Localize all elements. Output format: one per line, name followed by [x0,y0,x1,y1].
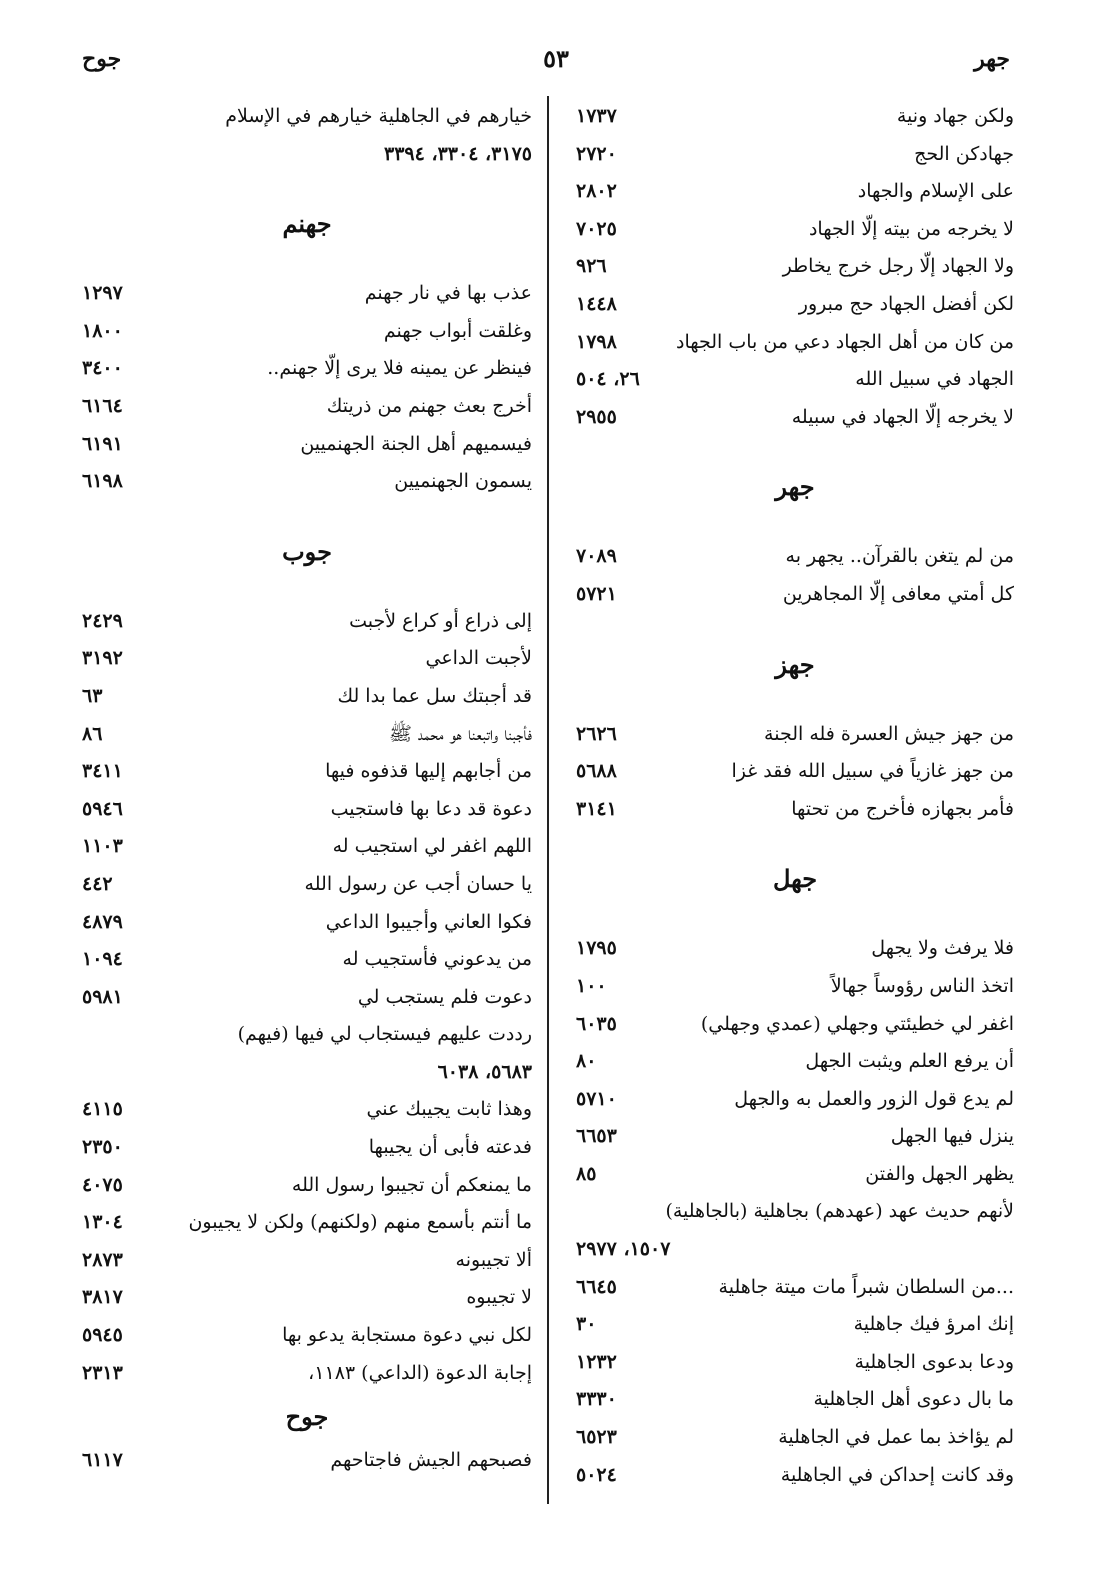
reference-number: ٤٠٧٥ [82,1173,123,1196]
index-entry [82,791,532,829]
index-entry [82,941,532,979]
entry-phrase: دعوت فلم يستجب لي [357,985,532,1008]
index-entry [576,1344,1014,1382]
entry-phrase: من يدعوني فأستجيب له [342,948,532,971]
entry-phrase: فأمر بجهازه فأخرج من تحتها [791,797,1014,820]
reference-number: ١٠٩٤ [82,948,123,971]
reference-number: ٢٧٢٠ [576,142,617,165]
spacer [82,173,532,199]
reference-number: ٨٦ [82,722,103,745]
reference-number: ١٧٩٥ [576,937,617,960]
reference-number: ٧٠٨٩ [576,545,617,568]
entry-phrase: إنك امرؤ فيك جاهلية [853,1313,1014,1336]
reference-number: ٢٩٥٥ [576,405,617,428]
running-header-right: جهر [974,46,1010,72]
reference-number: ٣١٩٢ [82,647,123,670]
entry-phrase: ما يمنعكم أن تجيبوا رسول الله [291,1173,532,1196]
index-entry [576,1081,1014,1119]
index-entry [82,640,532,678]
entry-phrase: من جهز غازياً في سبيل الله فقد غزا [731,760,1014,783]
entry-phrase: كل أمتي معافى إلّا المجاهرين [782,582,1014,605]
reference-number: ٥٧١٠ [576,1087,617,1110]
index-entry [82,828,532,866]
entry-phrase: من أجابهم إليها قذفوه فيها [325,760,532,783]
entry-phrase: ولكن جهاد ونية [896,105,1014,127]
entry-phrase: ولا الجهاد إلّا رجل خرج يخاطر [782,255,1014,278]
index-entry [82,716,532,754]
index-entry [576,324,1014,362]
entry-phrase: وهذا ثابت يجيبك عني [366,1098,532,1121]
entry-phrase: يا حسان أجب عن رسول الله [304,872,532,895]
index-entry [576,248,1014,286]
root-heading: جهر [775,472,815,502]
reference-number: ١٧٣٧ [576,105,617,127]
entry-phrase: من جهز جيش العسرة فله الجنة [764,722,1014,745]
reference-number: ٢٦، ٥٠٤ [576,368,640,391]
entry-phrase: خيارهم في الجاهلية خيارهم في الإسلام [225,105,532,127]
reference-number: ٦٠٣٥ [576,1012,617,1035]
index-entry [82,1204,532,1242]
entry-phrase: لكن أفضل الجهاد حج مبرور [798,292,1014,315]
entry-phrase: إلى ذراع أو كراع لأجبت [349,609,532,632]
entry-phrase: لا يخرجه من بيته إلّا الجهاد [808,217,1014,240]
index-entry [576,716,1014,754]
root-heading: جهنم [282,209,332,239]
reference-number: ١٣٠٤ [82,1211,123,1234]
entry-phrase: ودعا بدعوى الجاهلية [854,1350,1014,1373]
right-column [576,98,1014,1494]
spacer [576,512,1014,538]
reference-number: ١٢٣٢ [576,1350,617,1373]
spacer [576,904,1014,930]
entry-phrase: ...من السلطان شبراً مات ميتة جاهلية [718,1275,1014,1298]
entry-phrase: فأجبنا واتبعنا هو محمد ﷺ [388,722,532,745]
reference-number: ٤٨٧٩ [82,910,123,933]
entry-phrase: فينظر عن يمينه فلا يرى إلّا جهنم.. [267,357,532,380]
reference-number: ٢٨٧٣ [82,1248,123,1271]
entry-phrase: لأنهم حديث عهد (عهدهم) بجاهلية (بالجاهلية) [665,1200,1014,1223]
reference-number: ٥٠٢٤ [576,1463,617,1486]
reference-number: ٥٩٤٦ [82,797,123,820]
entry-phrase: الجهاد في سبيل الله [855,368,1014,391]
index-entry [576,286,1014,324]
reference-number: ٣٨١٧ [82,1286,123,1309]
reference-number: ٦٣ [82,684,103,707]
reference-number: ٦١٩١ [82,432,123,455]
reference-number: ٥٩٤٥ [82,1324,123,1347]
reference-number: ٩٢٦ [576,255,607,278]
entry-phrase: رددت عليهم فيستجاب لي فيها (فيهم) [237,1023,532,1046]
reference-number: ٦٦٥٣ [576,1125,617,1148]
reference-number: ٢٣٥٠ [82,1136,123,1159]
entry-phrase: اغفر لي خطيئتي وجهلي (عمدي وجهلي) [700,1012,1014,1035]
reference-number: ٣١٤١ [576,797,617,820]
reference-number: ٣٠ [576,1313,597,1336]
entry-phrase: يظهر الجهل والفتن [865,1162,1014,1185]
entry-phrase: فصبحهم الجيش فاجتاحهم [330,1449,532,1472]
index-entry [82,1242,532,1280]
reference-number: ١٧٩٨ [576,330,617,353]
index-entry [576,173,1014,211]
index-entry [576,98,1014,136]
reference-number: ١٢٩٧ [82,282,123,305]
root-heading: جهل [772,864,818,894]
index-entry [576,1269,1014,1307]
index-entry [576,538,1014,576]
entry-phrase: اتخذ الناس رؤوساً جهالاً [830,974,1014,997]
index-entry [576,399,1014,437]
reference-number: ٣٤١١ [82,760,123,783]
index-entry [82,388,532,426]
reference-number: ٨٠ [576,1050,597,1073]
index-entry [576,968,1014,1006]
entry-phrase: لم يؤاخذ بما عمل في الجاهلية [778,1426,1014,1449]
entry-phrase: يسمون الجهنميين [394,470,532,493]
index-entry [576,211,1014,249]
spacer [576,614,1014,640]
index-entry [82,426,532,464]
index-entry [576,1193,1014,1231]
root-heading: جهز [775,649,815,679]
reference-number: ٢٣١٣ [82,1361,123,1384]
reference-number: ٦١٦٤ [82,394,123,417]
entry-phrase: عذب بها في نار جهنم [364,282,532,305]
index-entry [576,930,1014,968]
entry-phrase: وغلقت أبواب جهنم [383,319,532,342]
index-entry [82,463,532,501]
index-entry [82,1091,532,1129]
index-entry [576,1381,1014,1419]
reference-number: ٣٤٠٠ [82,357,123,380]
index-entry [576,1457,1014,1495]
entry-phrase: أن يرفع العلم ويثبت الجهل [805,1050,1014,1073]
entry-phrase: من لم يتغن بالقرآن.. يجهر به [785,545,1014,568]
index-entry [576,1306,1014,1344]
index-entry [82,350,532,388]
index-entry [576,1156,1014,1194]
entry-phrase: ما أنتم بأسمع منهم (ولكنهم) ولكن لا يجيبون [188,1211,532,1234]
reference-number: ٥٧٢١ [576,582,617,605]
spacer [576,690,1014,716]
reference-continuation [576,1231,1014,1269]
index-entry [82,98,532,136]
reference-number: ٥٦٨٨ [576,760,617,783]
reference-number: ٦٥٢٣ [576,1426,617,1449]
spacer [82,501,532,527]
entry-phrase: فكوا العاني وأجيبوا الداعي [325,910,532,933]
entry-phrase: فلا يرفث ولا يجهل [871,937,1014,960]
index-entry [82,866,532,904]
index-entry [82,1355,532,1393]
root-heading: جوب [282,536,332,566]
reference-number: ٨٥ [576,1162,597,1185]
reference-number: ٣٣٣٠ [576,1388,617,1411]
reference-number: ٢٨٠٢ [576,180,617,203]
entry-phrase: فدعته فأبى أن يجيبها [368,1136,532,1159]
reference-continuation [82,1054,532,1092]
entry-phrase: أخرج بعث جهنم من ذريتك [326,394,532,417]
page-number: ٥٣ [543,44,569,73]
entry-phrase: لم يدع قول الزور والعمل به والجهل [734,1087,1014,1110]
index-entry [82,979,532,1017]
reference-number: ١٨٠٠ [82,319,123,342]
index-entry [82,1442,532,1480]
column-divider [547,96,549,1504]
index-entry [576,1043,1014,1081]
entry-phrase: لكل نبي دعوة مستجابة يدعو بها [282,1324,532,1347]
entry-phrase: ما بال دعوى أهل الجاهلية [813,1388,1014,1411]
reference-number: ٤١١٥ [82,1098,123,1121]
reference-number: ٢٤٢٩ [82,609,123,632]
root-heading: جوح [285,1402,329,1432]
entry-phrase: لا تجيبوه [466,1286,532,1309]
left-column [82,98,532,1480]
index-entry [576,791,1014,829]
index-entry [576,1118,1014,1156]
entry-phrase: من كان من أهل الجهاد دعي من باب الجهاد [676,330,1014,353]
index-entry [82,1016,532,1054]
reference-number: ٤٤٢ [82,872,113,895]
reference-continuation [82,136,532,174]
index-entry [82,1279,532,1317]
entry-phrase: فيسميهم أهل الجنة الجهنميين [300,432,532,455]
entry-phrase: لا يخرجه إلّا الجهاد في سبيله [791,405,1014,428]
index-entry [82,904,532,942]
entry-phrase: قد أجبتك سل عما بدا لك [337,684,532,707]
reference-number: ١١٠٣ [82,835,123,858]
reference-number: ٢٦٢٦ [576,722,617,745]
spacer [576,828,1014,854]
entry-phrase: ينزل فيها الجهل [890,1125,1014,1148]
entry-phrase: لأجبت الداعي [425,647,532,670]
index-entry [576,361,1014,399]
index-entry [576,753,1014,791]
entry-phrase: إجابة الدعوة (الداعي) ١١٨٣، [308,1361,532,1384]
reference-numbers: ٥٦٨٣، ٦٠٣٨ [437,1060,532,1083]
reference-number: ٦١١٧ [82,1449,123,1472]
index-entry [576,576,1014,614]
index-entry [82,275,532,313]
index-entry [576,1419,1014,1457]
entry-phrase: على الإسلام والجهاد [857,180,1014,203]
spacer [82,577,532,603]
reference-number: ٦١٩٨ [82,470,123,493]
reference-number: ١٠٠ [576,974,607,997]
entry-phrase: ألا تجيبونه [455,1248,532,1271]
spacer [82,249,532,275]
reference-number: ٥٩٨١ [82,985,123,1008]
entry-phrase: جهادكن الحج [914,142,1014,165]
reference-number: ٦٦٤٥ [576,1275,617,1298]
running-header-left: جوح [82,46,122,72]
index-entry [82,1129,532,1167]
index-entry [82,1167,532,1205]
spacer [576,436,1014,462]
index-entry [82,678,532,716]
entry-phrase: دعوة قد دعا بها فاستجيب [330,797,532,820]
reference-numbers: ٣١٧٥، ٣٣٠٤، ٣٣٩٤ [384,142,532,165]
index-entry [82,603,532,641]
index-entry [576,1006,1014,1044]
index-entry [82,753,532,791]
index-entry [576,136,1014,174]
index-entry [82,1317,532,1355]
index-entry [82,313,532,351]
reference-number: ١٤٤٨ [576,292,617,315]
reference-numbers: ١٥٠٧، ٢٩٧٧ [576,1238,671,1261]
entry-phrase: وقد كانت إحداكن في الجاهلية [780,1463,1014,1486]
entry-phrase: اللهم اغفر لي استجيب له [332,835,532,858]
reference-number: ٧٠٢٥ [576,217,617,240]
